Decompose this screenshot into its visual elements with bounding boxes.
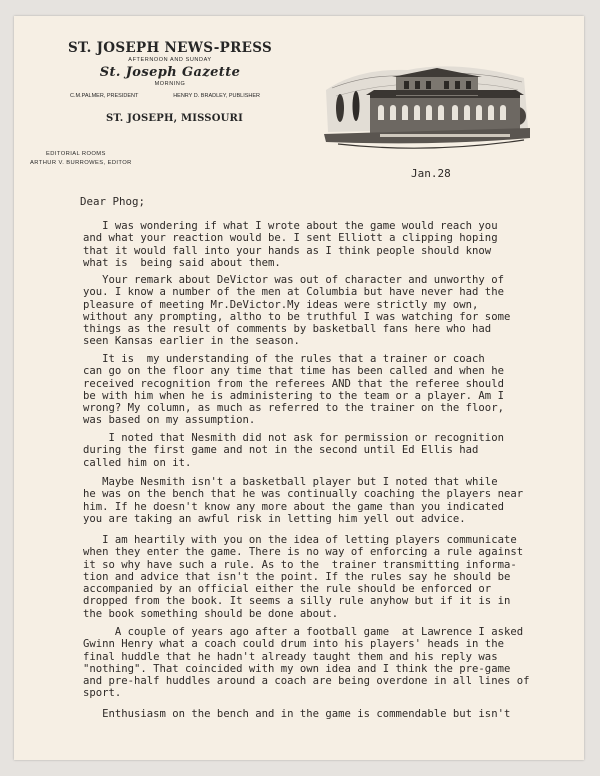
letter-line: him. If he doesn't know any more about the game than you indicated [83, 500, 504, 513]
letter-paragraph [83, 708, 553, 720]
letter-line: I was wondering if what I wrote about the game would reach you [83, 220, 498, 232]
letter-line: you. I know a number of the men at Columbia but have never had the [83, 286, 504, 299]
letterhead-city: ST. JOSEPH, MISSOURI [106, 113, 243, 124]
letter-salutation: Dear Phog; [80, 195, 146, 208]
letter-paragraph [83, 626, 553, 700]
letter-line: I noted that Nesmith did not ask for permission or recognition [83, 432, 504, 444]
letter-line: Your remark about DeVictor was out of character and unworthy of [83, 274, 504, 286]
letter-line: seen Kansas earlier in the season. [83, 335, 300, 348]
letter-line: received recognition from the referees AND that the referee should [83, 377, 504, 390]
letter-line: Gwinn Henry what a coach could drum into his players' heads in the [83, 638, 504, 651]
editorial-rooms-label: EDITORIAL ROOMS [46, 151, 106, 157]
letter-paragraph [83, 432, 553, 469]
letter-line: can go on the floor any time that time has been called and when he [83, 365, 504, 378]
letter-line: he was on the bench that he was continually coaching the players near [83, 488, 524, 501]
letter-line: without any prompting, altho to be truthful I was watching for some [83, 310, 511, 323]
letter-line: Enthusiasm on the bench and in the game is commendable but isn't [83, 708, 511, 720]
letter-line: be with him when he is administering to the team or a player. Am I [83, 389, 504, 402]
letter-paragraph [83, 274, 553, 348]
letter-paragraph [83, 220, 553, 269]
letter-line: that it would fall into your hands as I think people should know [83, 244, 492, 257]
letter-line: and pre-half huddles around a coach are being overdone in all lines of [83, 675, 530, 688]
letter-line: tion and advice that isn't the point. If the rules say he should be [83, 570, 511, 583]
letter-line: A couple of years ago after a football game at Lawrence I asked [83, 626, 524, 638]
letter-line: and what your reaction would be. I sent Elliott a clipping hoping [83, 232, 498, 245]
letter-line: was based on my assumption. [83, 414, 256, 427]
newspaper-title-news-press: ST. JOSEPH NEWS-PRESS [67, 40, 273, 56]
newspaper-title-gazette: St. Joseph Gazette [99, 65, 241, 80]
letterhead-staff [50, 93, 290, 99]
letterhead [50, 40, 290, 124]
newspaper-subtitle-news-press: AFTERNOON AND SUNDAY [128, 57, 212, 63]
newspaper-subtitle-gazette: MORNING [154, 81, 186, 87]
letter-paragraph [83, 476, 553, 525]
letter-paragraph [83, 534, 553, 620]
letter-line: the book something should be done about. [83, 607, 339, 620]
president-name: C.M.PALMER, PRESIDENT [70, 93, 139, 99]
letter-line: it so why have such a rule. As to the trainer transmitting informa- [83, 558, 517, 571]
publisher-name: HENRY D. BRADLEY, PUBLISHER [173, 93, 260, 99]
letter-paragraph [83, 353, 553, 427]
letter-line: final huddle that he hadn't already taught them and his reply was [83, 650, 498, 663]
letter-line: when they enter the game. There is no way of enforcing a rule against [83, 546, 524, 559]
letter-line: what is being said about them. [83, 256, 281, 269]
letter-date: Jan.28 [411, 167, 451, 180]
letter-line: dropped from the book. It seems a silly rule anyhow but if it is in [83, 595, 511, 608]
building-engraving [318, 50, 534, 152]
letter-line: sport. [83, 687, 122, 700]
letter-line: Maybe Nesmith isn't a basketball player but I noted that while [83, 476, 498, 488]
letter-line: things as the result of comments by basketball fans here who had [83, 323, 492, 336]
letter-line: accompanied by an official either the rule should be enforced or [83, 583, 492, 596]
editorial-rooms-block [30, 150, 132, 168]
letter-line: called him on it. [83, 456, 192, 469]
letter-line: wrong? My column, as much as referred to the trainer on the floor, [83, 402, 504, 415]
letter-line: It is my understanding of the rules that a trainer or coach [83, 353, 485, 365]
letter-line: during the first game and not in the second until Ed Ellis had [83, 444, 479, 457]
editor-name: ARTHUR V. BURROWES, EDITOR [30, 160, 132, 166]
letter-line: you are taking an awful risk in letting him yell out advice. [83, 512, 466, 525]
letter-line: pleasure of meeting Mr.DeVictor.My ideas were strictly my own, [83, 298, 479, 311]
letter-line: I am heartily with you on the idea of letting players communicate [83, 534, 517, 546]
letter-line: "nothing". That coincided with my own idea and I think the pre-game [83, 662, 511, 675]
